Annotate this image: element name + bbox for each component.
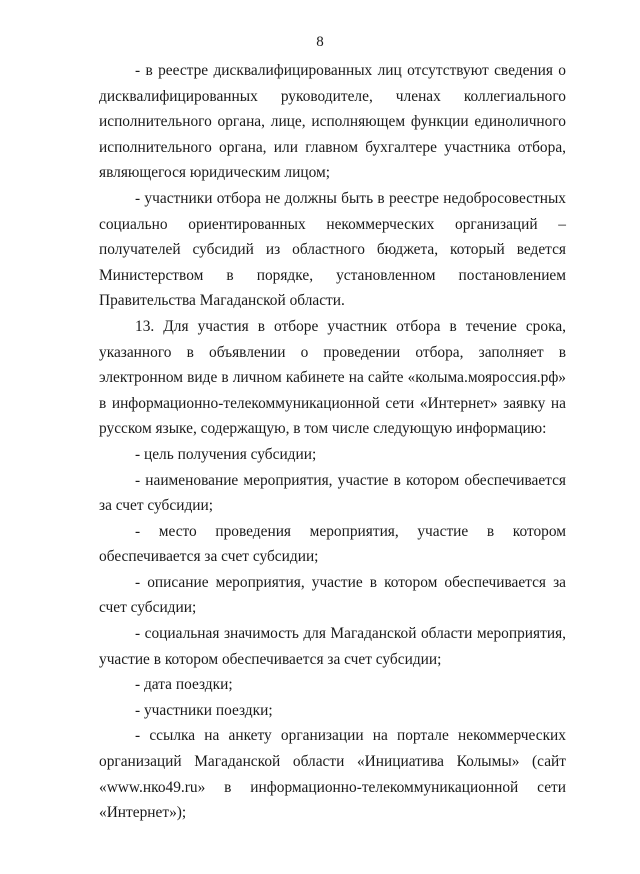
list-item-event-place: - место проведения мероприятия, участие в котором обеспечивается за счет субсидии;	[99, 522, 566, 566]
list-item-trip-date: - дата поездки;	[135, 676, 233, 694]
paragraph-clause-13: 13. Для участия в отборе участник отбора в течение срока, указанного в объявлении о проведении отбора, заполняет в электронном виде в личном кабинете на сайте «колыма.мояроссия.рф» в информационно-телекоммуникационной сети «Интернет» заявку на русском языке, содержащую, в том числе следующую информацию:	[99, 317, 566, 438]
document-body	[99, 58, 566, 826]
list-item-subsidy-goal: - цель получения субсидии;	[135, 445, 317, 463]
list-item-trip-participants: - участники поездки;	[135, 701, 273, 719]
list-item-social-significance: - социальная значимость для Магаданской области мероприятия, участие в котором обеспечивается за счет субсидии;	[99, 625, 566, 668]
paragraph-unfair-registry: - участники отбора не должны быть в реестре недобросовестных социально ориентированных некоммерческих организаций – получателей субсидий из областного бюджета, который ведется Министерством в порядке, установленном постановлением Правительства Магаданской области.	[99, 189, 566, 310]
list-item-event-description: - описание мероприятия, участие в котором обеспечивается за счет субсидии;	[99, 573, 566, 617]
list-item-event-name: - наименование мероприятия, участие в котором обеспечивается за счет субсидии;	[99, 471, 566, 515]
list-item-organization-link: - ссылка на анкету организации на портале некоммерческих организаций Магаданской области «Инициатива Колымы» (сайт «www.нко49.ru» в информационно-телекоммуникационной сети «Интернет»);	[99, 727, 566, 822]
paragraph-disqualified-registry: - в реестре дисквалифицированных лиц отсутствуют сведения о дисквалифицированных руководителе, членах коллегиального исполнительного органа, лице, исполняющем функции единоличного исполнительного органа, или главном бухгалтере участника отбора, являющегося юридическим лицом;	[99, 62, 566, 182]
page-number: 8	[316, 34, 324, 50]
